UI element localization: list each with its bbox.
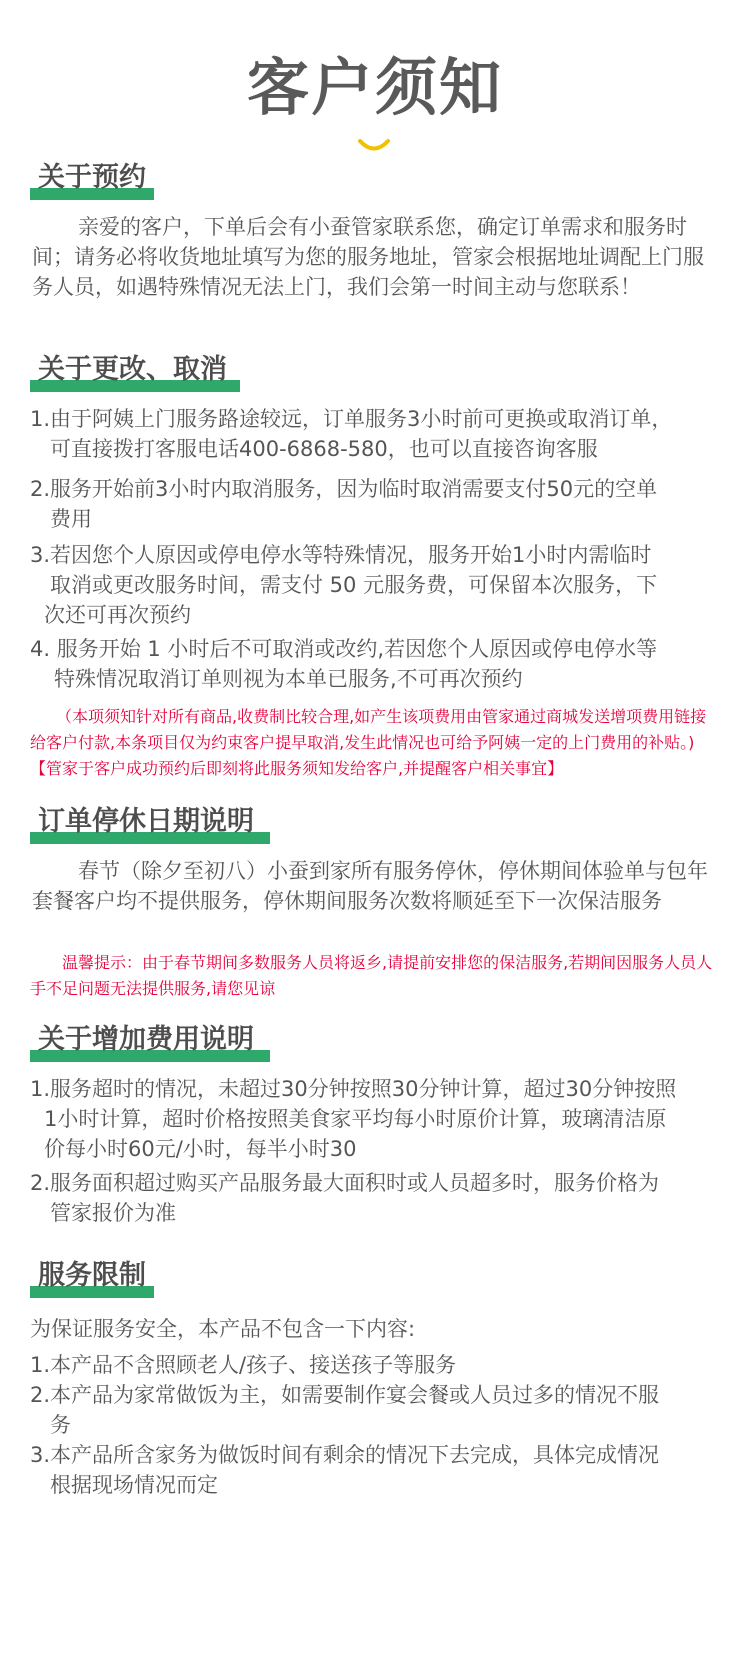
item-text: 服务超时的情况，未超过30分钟按照30分钟计算，超过30分钟按照 [50, 1077, 677, 1101]
item-text: 务 [50, 1413, 71, 1437]
holiday-tip: 温馨提示：由于春节期间多数服务人员将返乡,请提前安排您的保洁服务,若期间因服务人员人手不足问题无法提供服务,请您见谅 [30, 953, 713, 998]
item-text: 取消或更改服务时间，需支付 50 元服务费，可保留本次服务，下 [50, 573, 658, 597]
item-text: 服务开始 1 小时后不可取消或改约,若因您个人原因或停电停水等 [50, 637, 658, 661]
item-text: 可直接拨打客服电话400-6868-580，也可以直接咨询客服 [50, 437, 598, 461]
section-heading-extra-fees [30, 1022, 270, 1062]
list-item [30, 1074, 720, 1164]
section-title: 服务限制 [38, 1260, 146, 1291]
item-text: 本产品为家常做饭为主，如需要制作宴会餐或人员过多的情况不服 [50, 1383, 660, 1407]
item-text: 根据现场情况而定 [50, 1473, 218, 1497]
item-number: 2. [30, 1171, 51, 1195]
item-number: 2. [30, 477, 51, 501]
item-text: 本产品不含照顾老人/孩子、接送孩子等服务 [50, 1353, 457, 1377]
section-heading-change-cancel [30, 352, 240, 392]
section-title: 关于更改、取消 [38, 354, 227, 385]
item-text: 若因您个人原因或停电停水等特殊情况，服务开始1小时内需临时 [50, 543, 652, 567]
item-text: 次还可再次预约 [44, 603, 191, 627]
list-item [30, 404, 720, 464]
section-heading-booking [30, 160, 154, 200]
item-number: 3. [30, 1443, 51, 1467]
item-number: 3. [30, 543, 51, 567]
section-heading-holiday [30, 804, 270, 844]
booking-text: 亲爱的客户，下单后会有小蚕管家联系您，确定订单需求和服务时间；请务必将收货地址填写为您的服务地址，管家会根据地址调配上门服务人员，如遇特殊情况无法上门，我们会第一时间主动与您联系！ [32, 215, 704, 299]
item-number: 1. [30, 407, 51, 431]
section-title: 关于增加费用说明 [38, 1024, 254, 1055]
item-text: 特殊情况取消订单则视为本单已服务,不可再次预约 [54, 667, 523, 691]
section-title: 关于预约 [38, 162, 146, 193]
item-text: 管家报价为准 [50, 1201, 176, 1225]
list-item [30, 1350, 720, 1380]
cancel-policy-note: （本项须知针对所有商品,收费制比较合理,如产生该项费用由管家通过商城发送增项费用链接给客户付款,本条项目仅为约束客户提早取消,发生此情况也可给予阿姨一定的上门费用的补贴。)【管家于客户成功预约后即刻将此服务须知发给客户,并提醒客户相关事宜】 [30, 707, 707, 778]
holiday-text: 春节（除夕至初八）小蚕到家所有服务停休，停休期间体验单与包年套餐客户均不提供服务，停休期间服务次数将顺延至下一次保洁服务 [32, 859, 708, 913]
item-text: 由于阿姨上门服务路途较远，订单服务3小时前可更换或取消订单， [50, 407, 673, 431]
item-text: 费用 [50, 507, 92, 531]
item-number: 1. [30, 1077, 51, 1101]
item-number: 4. [30, 637, 51, 661]
item-text: 服务开始前3小时内取消服务，因为临时取消需要支付50元的空单 [50, 477, 658, 501]
item-number: 2. [30, 1383, 51, 1407]
item-text: 价每小时60元/小时，每半小时30 [44, 1137, 357, 1161]
item-number: 1. [30, 1353, 51, 1377]
item-text: 本产品所含家务为做饭时间有剩余的情况下去完成，具体完成情况 [50, 1443, 660, 1467]
page-title: 客户须知 [246, 51, 503, 124]
list-item [30, 1168, 720, 1228]
item-text: 1小时计算，超时价格按照美食家平均每小时原价计算，玻璃清洁原 [44, 1107, 667, 1131]
list-item [30, 1380, 720, 1440]
list-item [30, 634, 720, 694]
smile-decoration-icon [357, 138, 391, 154]
section-heading-limits [30, 1258, 154, 1298]
list-item [30, 540, 720, 630]
item-text: 服务面积超过购买产品服务最大面积时或人员超多时，服务价格为 [50, 1171, 660, 1195]
section-title: 订单停休日期说明 [38, 806, 254, 837]
list-item [30, 474, 720, 534]
list-item [30, 1440, 720, 1500]
limits-intro: 为保证服务安全，本产品不包含一下内容: [30, 1317, 416, 1341]
